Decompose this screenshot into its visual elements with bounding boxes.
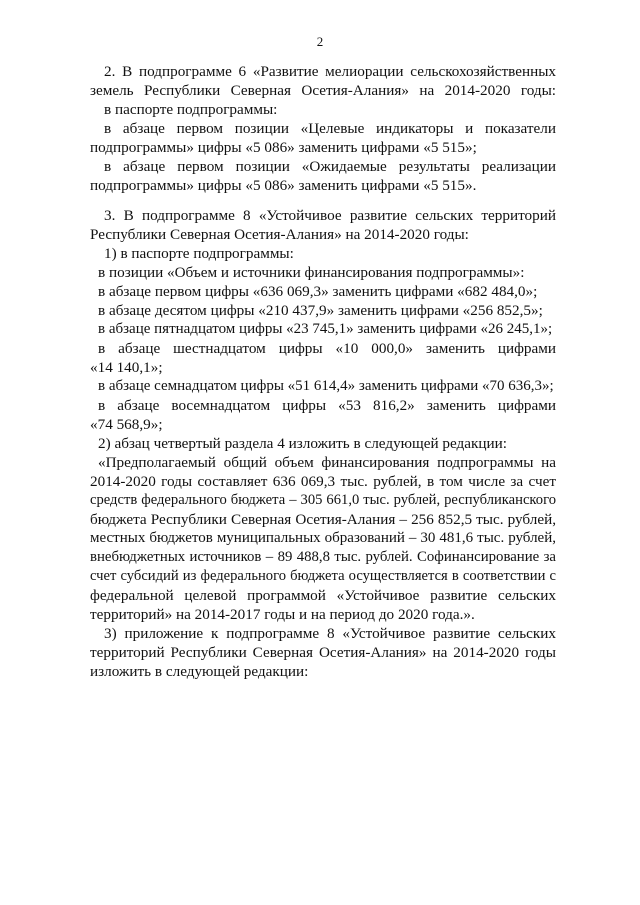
text-line: счет субсидий из федерального бюджета осуществляется в соответствии с	[90, 568, 556, 584]
text-line: внебюджетных источников – 89 488,8 тыс. рублей. Софинансирование за	[90, 549, 556, 565]
text-line: изложить в следующей редакции:	[90, 663, 309, 680]
text-line: местных бюджетов муниципальных образований – 30 481,6 тыс. рублей,	[90, 530, 556, 546]
text-line: 3. В подпрограмме 8 «Устойчивое развитие сельских территорий	[104, 207, 556, 224]
text-line: 2. В подпрограмме 6 «Развитие мелиорации сельскохозяйственных	[104, 63, 556, 80]
text-line: в абзаце первом позиции «Ожидаемые результаты реализации	[104, 158, 556, 175]
text-line: в абзаце первом позиции «Целевые индикаторы и показатели	[104, 120, 556, 137]
text-line: территорий» на 2014-2017 годы и на период до 2020 года.».	[90, 606, 475, 623]
text-line: территорий Республики Северная Осетия-Алания» на 2014-2020 годы	[90, 644, 556, 661]
text-line: в абзаце пятнадцатом цифры «23 745,1» заменить цифрами «26 245,1»;	[98, 321, 553, 337]
text-line: в абзаце первом цифры «636 069,3» заменить цифрами «682 484,0»;	[98, 283, 538, 300]
text-line: Республики Северная Осетия-Алания» на 2014-2020 годы:	[90, 226, 469, 243]
text-line: подпрограммы» цифры «5 086» заменить цифрами «5 515».	[90, 177, 477, 194]
text-line: бюджета Республики Северная Осетия-Алания – 256 852,5 тыс. рублей,	[90, 511, 556, 528]
text-line: в паспорте подпрограммы:	[104, 101, 278, 118]
text-line: федеральной целевой программой «Устойчивое развитие сельских	[90, 587, 556, 604]
text-line: средств федерального бюджета – 305 661,0 тыс. рублей, республиканского	[90, 492, 556, 508]
text-line: 2014-2020 годы составляет 636 069,3 тыс. рублей, в том числе за счет	[90, 473, 556, 490]
text-line: земель Республики Северная Осетия-Алания» на 2014-2020 годы:	[90, 82, 556, 99]
text-line: 2) абзац четвертый раздела 4 изложить в следующей редакции:	[98, 435, 507, 452]
text-line: в абзаце семнадцатом цифры «51 614,4» заменить цифрами «70 636,3»;	[98, 378, 554, 394]
text-line: подпрограммы» цифры «5 086» заменить цифрами «5 515»;	[90, 139, 477, 156]
text-line: в абзаце десятом цифры «210 437,9» заменить цифрами «256 852,5»;	[98, 302, 543, 319]
text-line: «Предполагаемый общий объем финансирования подпрограммы на	[98, 454, 556, 471]
text-line: в абзаце восемнадцатом цифры «53 816,2» заменить цифрами	[98, 397, 556, 414]
section-2	[90, 62, 556, 195]
text-line: в позиции «Объем и источники финансирования подпрограммы»:	[98, 264, 525, 281]
text-line: «74 568,9»;	[90, 416, 163, 433]
page-number: 2	[316, 34, 324, 49]
text-line: 3) приложение к подпрограмме 8 «Устойчивое развитие сельских	[104, 625, 556, 642]
text-line: 1) в паспорте подпрограммы:	[104, 245, 294, 262]
section-3	[90, 206, 556, 681]
text-line: в абзаце шестнадцатом цифры «10 000,0» заменить цифрами	[98, 340, 556, 357]
text-line: «14 140,1»;	[90, 359, 163, 376]
